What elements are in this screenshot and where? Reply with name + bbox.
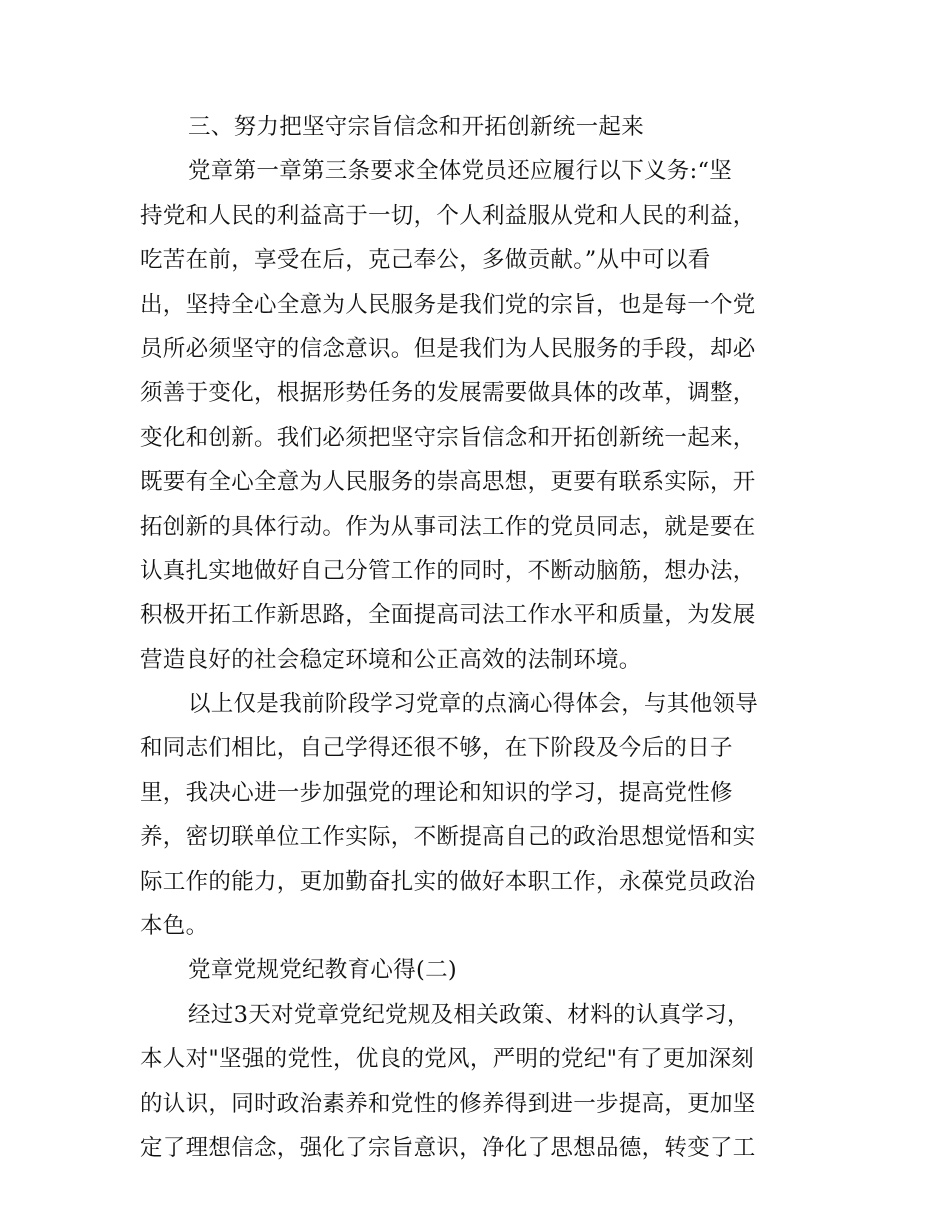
paragraph-line: 经过3天对党章党纪党规及相关政策、材料的认真学习， — [188, 1001, 750, 1028]
paragraph-line: 的认识，同时政治素养和党性的修养得到进一步提高，更加坚 — [140, 1090, 756, 1117]
document-body — [140, 105, 820, 1170]
paragraph-line: 持党和人民的利益高于一切，个人利益服从党和人民的利益， — [140, 202, 756, 229]
section-heading: 三、努力把坚守宗旨信念和开拓创新统一起来 — [188, 114, 645, 140]
paragraph-line: 里，我决心进一步加强党的理论和知识的学习，提高党性修 — [140, 779, 733, 806]
paragraph-line: 际工作的能力，更加勤奋扎实的做好本职工作，永葆党员政治 — [140, 868, 756, 895]
paragraph-line: 和同志们相比，自己学得还很不够，在下阶段及今后的日子 — [140, 735, 733, 762]
paragraph-line: 须善于变化，根据形势任务的发展需要做具体的改革，调整， — [140, 380, 756, 407]
paragraph-line: 拓创新的具体行动。作为从事司法工作的党员同志，就是要在 — [140, 513, 756, 540]
paragraph-line: 本人对"坚强的党性，优良的党风，严明的党纪"有了更加深刻 — [140, 1046, 755, 1073]
paragraph-line: 以上仅是我前阶段学习党章的点滴心得体会，与其他领导 — [188, 691, 759, 718]
section-title: 党章党规党纪教育心得(二) — [188, 957, 457, 984]
paragraph-line: 认真扎实地做好自己分管工作的同时，不断动脑筋，想办法， — [140, 557, 756, 584]
paragraph-line: 养，密切联单位工作实际，不断提高自己的政治思想觉悟和实 — [140, 824, 756, 851]
paragraph-line: 营造良好的社会稳定环境和公正高效的法制环境。 — [140, 646, 642, 673]
paragraph-line: 本色。 — [140, 913, 209, 940]
paragraph-line: 定了理想信念，强化了宗旨意识，净化了思想品德，转变了工 — [140, 1134, 756, 1161]
paragraph-line: 变化和创新。我们必须把坚守宗旨信念和开拓创新统一起来， — [140, 424, 756, 451]
paragraph-line: 既要有全心全意为人民服务的崇高思想，更要有联系实际，开 — [140, 469, 756, 496]
paragraph-line: 员所必须坚守的信念意识。但是我们为人民服务的手段，却必 — [140, 335, 756, 362]
paragraph-line: 出，坚持全心全意为人民服务是我们党的宗旨，也是每一个党 — [140, 291, 756, 318]
paragraph-line: 吃苦在前，享受在后，克己奉公，多做贡献。”从中可以看 — [140, 247, 711, 274]
paragraph-line: 积极开拓工作新思路，全面提高司法工作水平和质量，为发展 — [140, 602, 756, 629]
paragraph-line: 党章第一章第三条要求全体党员还应履行以下义务:“坚 — [188, 158, 733, 185]
